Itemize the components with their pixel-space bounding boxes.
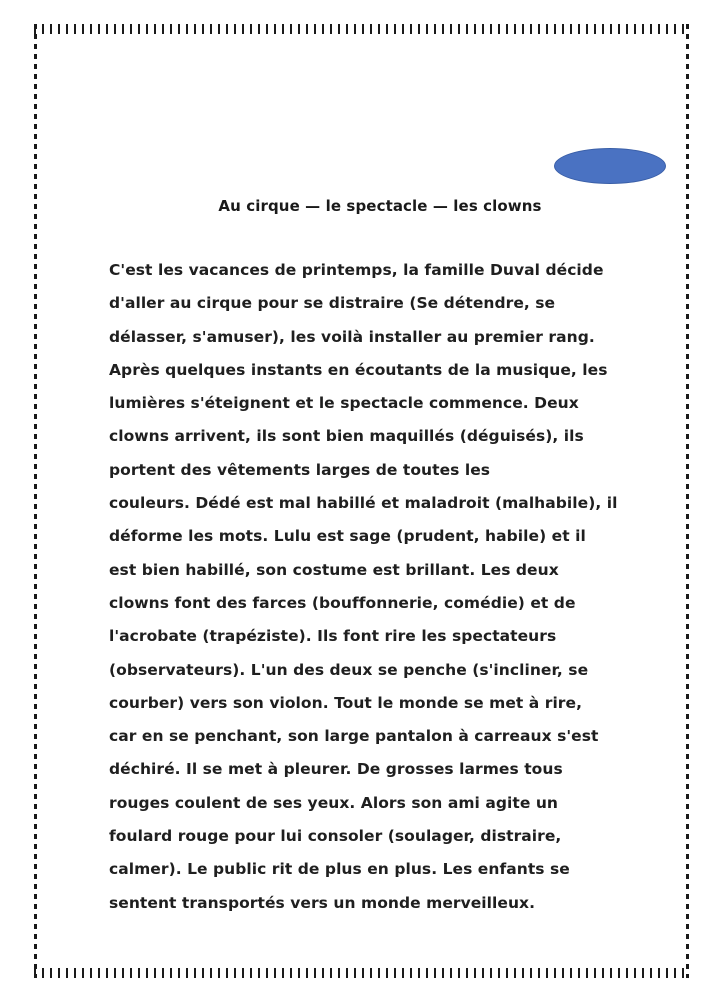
document-title: Au cirque — le spectacle — les clowns	[218, 197, 542, 215]
text-line: courber) vers son violon. Tout le monde se met à rire,	[109, 693, 583, 712]
text-line: Après quelques instants en écoutants de la musique, les	[109, 360, 608, 379]
text-line: C'est les vacances de printemps, la famille Duval décide	[109, 261, 604, 279]
text-line: rouges coulent de ses yeux. Alors son ami agite un	[109, 793, 558, 812]
text-line: lumières s'éteignent et le spectacle commence. Deux	[109, 394, 579, 413]
dotted-border-right	[686, 24, 689, 978]
text-line: déchiré. Il se met à pleurer. De grosses larmes tous	[109, 760, 563, 779]
text-line: l'acrobate (trapéziste). Ils font rire les spectateurs	[109, 627, 557, 646]
text-line: car en se penchant, son large pantalon à carreaux s'est	[109, 727, 599, 746]
text-line: délasser, s'amuser), les voilà installer au premier rang.	[109, 327, 595, 346]
text-line: clowns arrivent, ils sont bien maquillés (déguisés), ils	[109, 427, 584, 446]
text-line: clowns font des farces (bouffonnerie, comédie) et de	[109, 593, 576, 612]
text-line: déforme les mots. Lulu est sage (prudent, habile) et il	[109, 527, 586, 546]
text-line: est bien habillé, son costume est brillant. Les deux	[109, 560, 559, 579]
text-line: foulard rouge pour lui consoler (soulager, distraire,	[109, 827, 562, 846]
blue-oval-shape	[554, 148, 666, 184]
dotted-border-bottom	[34, 968, 690, 978]
text-line: portent des vêtements larges de toutes les	[109, 460, 491, 479]
text-line: (observateurs). L'un des deux se penche (s'incliner, se	[109, 660, 589, 679]
text-line: d'aller au cirque pour se distraire (Se détendre, se	[109, 294, 556, 313]
dotted-border-left	[34, 24, 37, 978]
text-line: sentent transportés vers un monde merveilleux.	[109, 893, 536, 912]
text-line: couleurs. Dédé est mal habillé et maladroit (malhabile), il	[109, 494, 618, 513]
paragraph-text	[109, 258, 669, 924]
dotted-border-top	[34, 24, 690, 34]
text-line: calmer). Le public rit de plus en plus. Les enfants se	[109, 860, 570, 879]
